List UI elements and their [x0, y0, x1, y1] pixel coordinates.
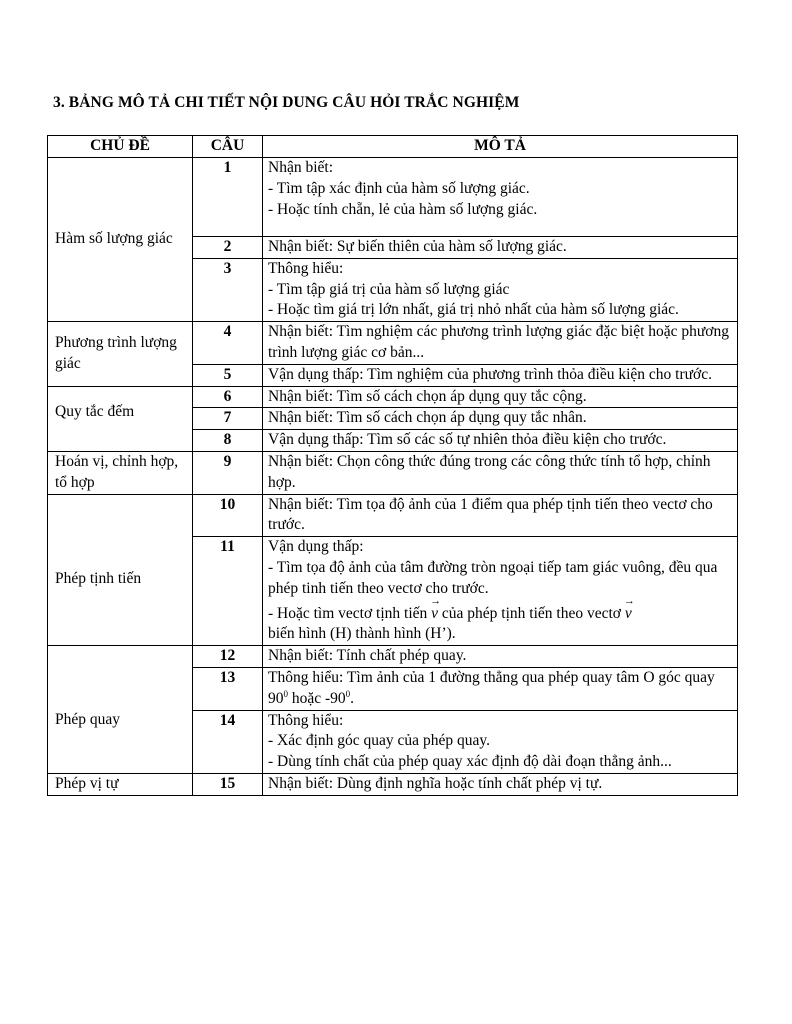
vector-v-symbol: → v	[431, 604, 438, 625]
question-number: 2	[193, 237, 263, 259]
question-number: 1	[193, 158, 263, 237]
topic-cell: Phép quay	[48, 646, 193, 774]
question-number: 14	[193, 710, 263, 773]
question-number: 12	[193, 646, 263, 668]
topic-cell: Phép vị tự	[48, 773, 193, 795]
header-question: CÂU	[193, 136, 263, 158]
vector-v-symbol: → v	[625, 604, 632, 625]
question-number: 10	[193, 494, 263, 537]
question-description: Vận dụng thấp: - Tìm tọa độ ảnh của tâm đường tròn ngoại tiếp tam giác vuông, đều qua phép tinh tiến theo vectơ cho trước. - Hoặc tìm vectơ tịnh tiến → v của phép tịnh tiến theo vectơ → v biến hình (H) thành hình (H’).	[263, 537, 738, 646]
page-title: 3. BẢNG MÔ TẢ CHI TIẾT NỘI DUNG CÂU HỎI TRẮC NGHIỆM	[53, 94, 520, 111]
table-header-row	[48, 136, 738, 158]
table-row	[48, 646, 738, 668]
question-number: 9	[193, 451, 263, 494]
question-description: Nhận biết: Tìm số cách chọn áp dụng quy tắc cộng.	[263, 386, 738, 408]
table-row	[48, 494, 738, 537]
question-spec-table	[47, 135, 738, 796]
table-row	[48, 386, 738, 408]
question-number: 11	[193, 537, 263, 646]
table-row	[48, 158, 738, 237]
header-topic: CHỦ ĐỀ	[48, 136, 193, 158]
question-number: 4	[193, 322, 263, 365]
table-row	[48, 773, 738, 795]
question-number: 15	[193, 773, 263, 795]
question-description: Nhận biết: - Tìm tập xác định của hàm số lượng giác. - Hoặc tính chẵn, lẻ của hàm số lượng giác.	[263, 158, 738, 237]
question-description: Thông hiểu: - Xác định góc quay của phép quay. - Dùng tính chất của phép quay xác định độ dài đoạn thẳng ảnh...	[263, 710, 738, 773]
question-number: 5	[193, 364, 263, 386]
question-number: 7	[193, 408, 263, 430]
topic-cell: Phương trình lượng giác	[48, 322, 193, 386]
question-number: 8	[193, 430, 263, 452]
question-description: Nhận biết: Tính chất phép quay.	[263, 646, 738, 668]
question-number: 3	[193, 258, 263, 321]
question-description: Vận dụng thấp: Tìm nghiệm của phương trình thỏa điều kiện cho trước.	[263, 364, 738, 386]
header-description: MÔ TẢ	[263, 136, 738, 158]
topic-cell: Hoán vị, chỉnh hợp, tổ hợp	[48, 451, 193, 494]
table-row	[48, 451, 738, 494]
table-row	[48, 322, 738, 365]
question-description: Nhận biết: Sự biến thiên của hàm số lượng giác.	[263, 237, 738, 259]
question-description: Thông hiểu: Tìm ảnh của 1 đường thẳng qua phép quay tâm O góc quay $90^0$ hoặc $-90^0$.	[263, 667, 738, 710]
topic-cell: Quy tắc đếm	[48, 386, 193, 451]
question-description: Nhận biết: Chọn công thức đúng trong các công thức tính tổ hợp, chỉnh hợp.	[263, 451, 738, 494]
question-description: Nhận biết: Tìm tọa độ ảnh của 1 điểm qua phép tịnh tiến theo vectơ cho trước.	[263, 494, 738, 537]
topic-cell: Phép tịnh tiến	[48, 494, 193, 646]
question-description: Vận dụng thấp: Tìm số các số tự nhiên thỏa điều kiện cho trước.	[263, 430, 738, 452]
question-description: Thông hiểu: - Tìm tập giá trị của hàm số lượng giác - Hoặc tìm giá trị lớn nhất, giá trị nhỏ nhất của hàm số lượng giác.	[263, 258, 738, 321]
question-number: 13	[193, 667, 263, 710]
question-description: Nhận biết: Tìm số cách chọn áp dụng quy tắc nhân.	[263, 408, 738, 430]
topic-cell: Hàm số lượng giác	[48, 158, 193, 322]
question-description: Nhận biết: Tìm nghiệm các phương trình lượng giác đặc biệt hoặc phương trình lượng giác cơ bản...	[263, 322, 738, 365]
question-description: Nhận biết: Dùng định nghĩa hoặc tính chất phép vị tự.	[263, 773, 738, 795]
question-number: 6	[193, 386, 263, 408]
